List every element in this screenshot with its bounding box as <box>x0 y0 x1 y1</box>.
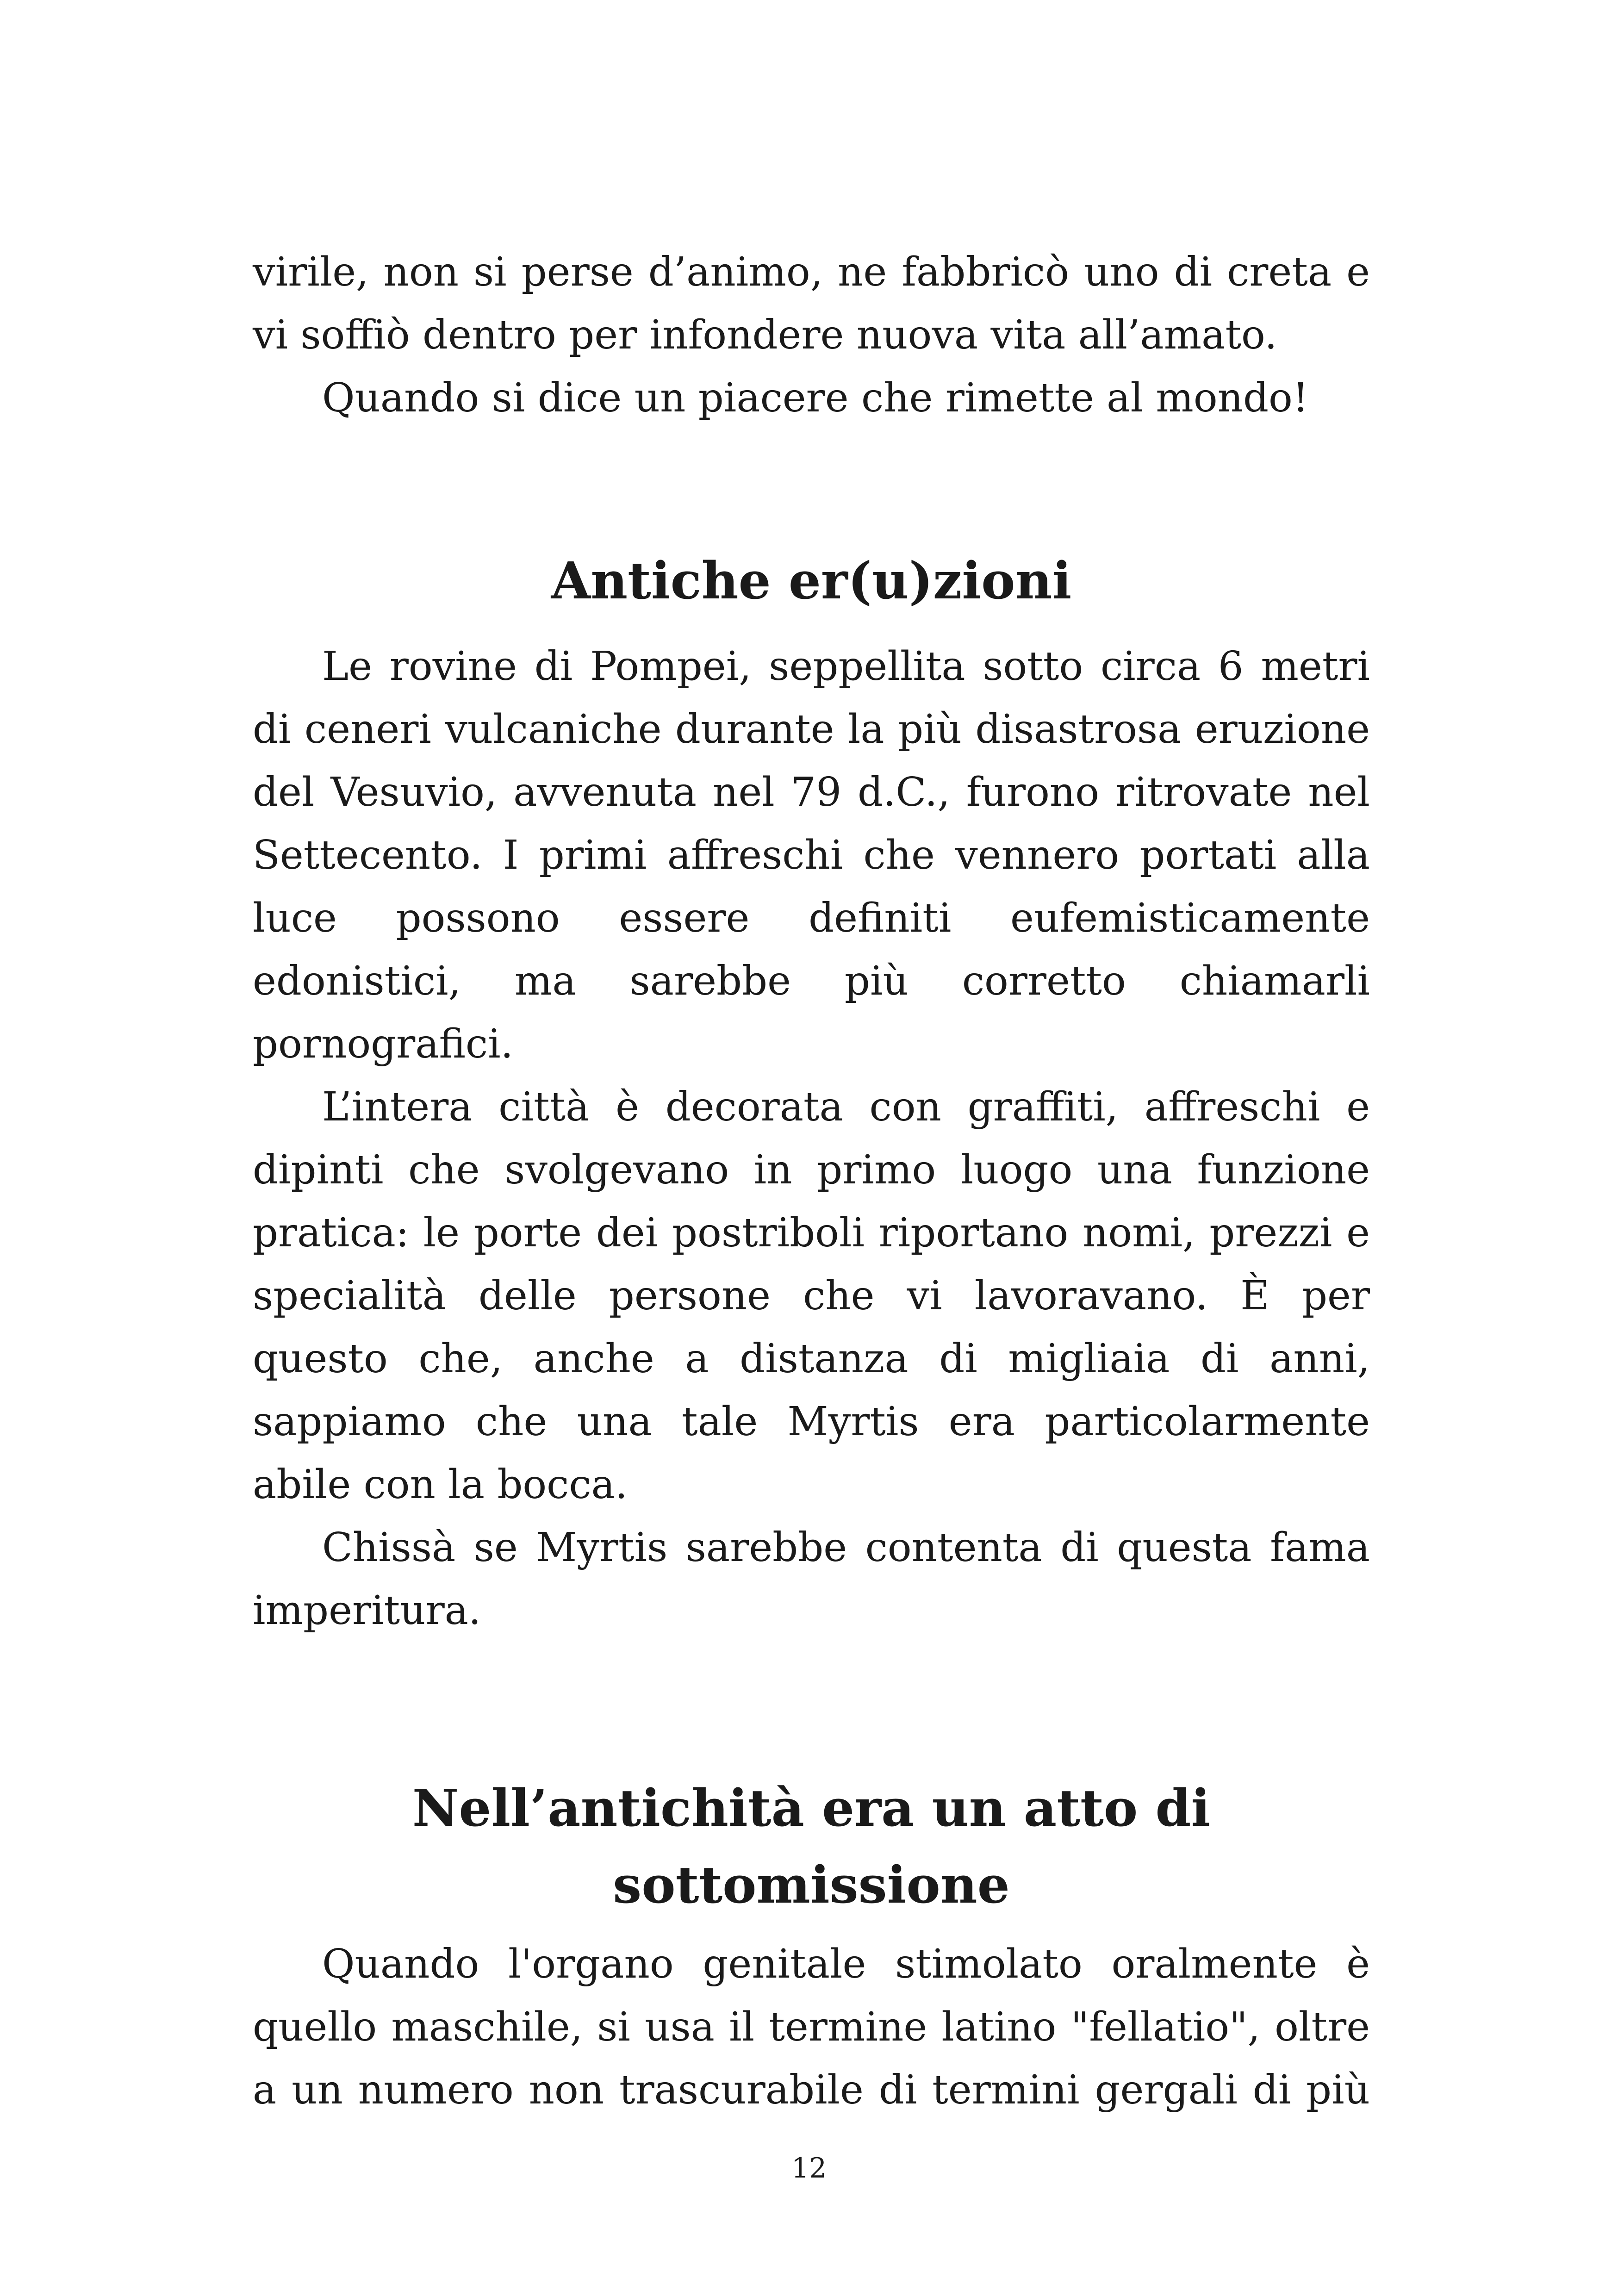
paragraph: Quando l'organo genitale stimolato oralmente è quello maschile, si usa il termine latino "fellatio", oltre a un numero non trascurabile di termini gergali di più <box>253 1941 1370 2113</box>
page-number: 12 <box>791 2152 827 2184</box>
page-body <box>253 241 1370 2122</box>
paragraph: Quando si dice un piacere che rimette al mondo! <box>322 375 1309 421</box>
section-heading-line: Nell’antichità era un atto di <box>412 1778 1211 1838</box>
paragraph-continuation: virile, non si perse d’animo, ne fabbricò uno di creta e vi soffiò dentro per infondere nuova vita all’amato. <box>253 249 1370 358</box>
paragraph: Le rovine di Pompei, seppellita sotto circa 6 metri di ceneri vulcaniche durante la più disastrosa eruzione del Vesuvio, avvenuta nel 79 d.C., furono ritrovate nel Settecento. I primi affreschi che vennero portati alla luce possono essere definiti eufemisticamente edonistici, ma sarebbe più corretto chiamarli pornografici. <box>253 643 1370 1067</box>
section-heading: Antiche er(u)zioni <box>551 551 1072 610</box>
section-heading <box>253 1770 1370 1923</box>
paragraph: Chissà se Myrtis sarebbe contenta di questa fama imperitura. <box>253 1524 1370 1634</box>
paragraph: L’intera città è decorata con graffiti, affreschi e dipinti che svolgevano in primo luogo una funzione pratica: le porte dei postriboli riportano nomi, prezzi e specialità delle persone che vi lavoravano. È per questo che, anche a distanza di migliaia di anni, sappiamo che una tale Myrtis era particolarmente abile con la bocca. <box>253 1084 1370 1508</box>
section-heading-line: sottomissione <box>613 1855 1010 1915</box>
